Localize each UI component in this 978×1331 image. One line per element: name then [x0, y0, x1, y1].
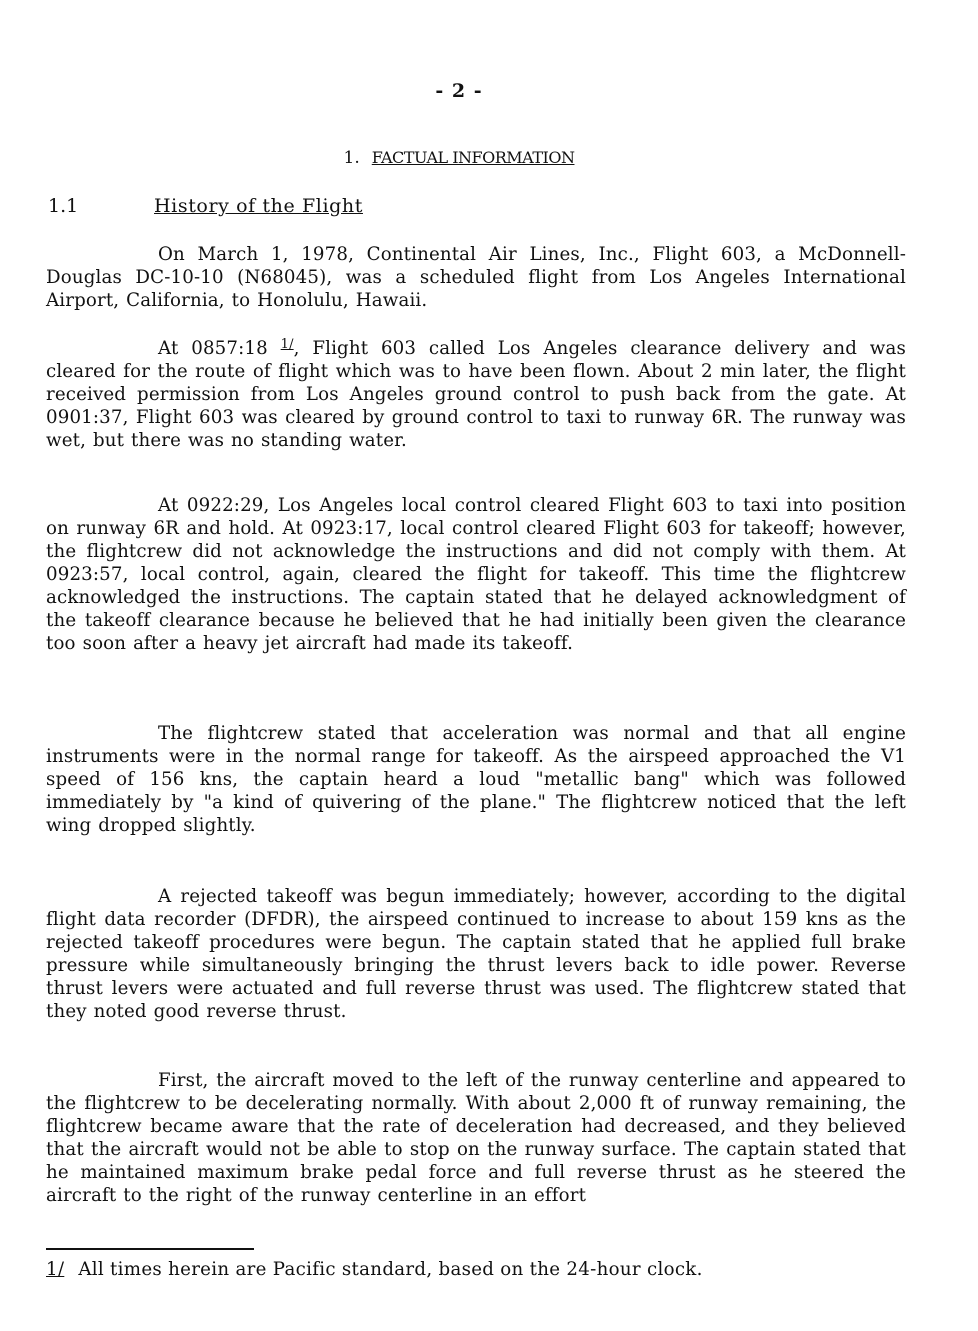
footnote [46, 1259, 703, 1280]
page-number: - 2 - [435, 80, 483, 102]
footnote-text: All times herein are Pacific standard, based on the 24-hour clock. [78, 1259, 703, 1280]
footnote-mark: 1/ [46, 1259, 65, 1280]
paragraph-2 [46, 333, 906, 452]
paragraph-2-rest: , Flight 603 called Los Angeles clearance delivery and was cleared for the route of flight which was to have been flown. About 2 min later, the flight received permission from Los Angeles ground control to push back from the gate. At 0901:37, Flight 603 was cleared by ground control to taxi to runway 6R. The runway was wet, but there was no standing water. [46, 338, 907, 451]
subsection-title: History of the Flight [154, 195, 363, 217]
paragraph-1: On March 1, 1978, Continental Air Lines, Inc., Flight 603, a McDonnell-Douglas DC-10-10 (N68045), was a scheduled flight from Los Angeles International Airport, California, to Honolulu, Hawaii. [46, 244, 906, 311]
paragraph-6: First, the aircraft moved to the left of the runway centerline and appeared to the flightcrew to be decelerating normally. With about 2,000 ft of runway remaining, the flightcrew became aware that the rate of deceleration had decreased, and they believed that the aircraft would not be able to stop on the runway surface. The captain stated that he maintained maximum brake pedal force and full reverse thrust as he steered the aircraft to the right of the runway centerline in an effort [46, 1070, 906, 1206]
footnote-divider [46, 1248, 254, 1250]
section-title: FACTUAL INFORMATION [371, 148, 575, 167]
paragraph-2-lead: At 0857:18 [158, 338, 268, 359]
subsection-number: 1.1 [48, 195, 79, 217]
paragraph-4: The flightcrew stated that acceleration was normal and that all engine instruments were in the normal range for takeoff. As the airspeed approached the V1 speed of 156 kns, the captain heard a loud "metallic bang" which was followed immediately by "a kind of quivering of the plane." The flightcrew noticed that the left wing dropped slightly. [46, 723, 906, 836]
footnote-reference: 1/ [280, 337, 294, 352]
section-heading [0, 148, 918, 168]
subsection-heading [48, 195, 363, 217]
paragraph-3: At 0922:29, Los Angeles local control cleared Flight 603 to taxi into position on runway 6R and hold. At 0923:17, local control cleared Flight 603 for takeoff; however, the flightcrew did not acknowledge the instructions and did not comply with them. At 0923:57, local control, again, cleared the flight for takeoff. This time the flightcrew acknowledged the instructions. The captain stated that he delayed acknowledgment of the takeoff clearance because he believed that he had initially been given the clearance too soon after a heavy jet aircraft had made its takeoff. [46, 495, 906, 654]
paragraph-5: A rejected takeoff was begun immediately; however, according to the digital flight data recorder (DFDR), the airspeed continued to increase to about 159 kns as the rejected takeoff procedures were begun. The captain stated that he applied full brake pressure while simultaneously bringing the thrust levers back to idle power. Reverse thrust levers were actuated and full reverse thrust was used. The flightcrew stated that they noted good reverse thrust. [46, 886, 906, 1022]
section-number: 1. [343, 148, 360, 168]
